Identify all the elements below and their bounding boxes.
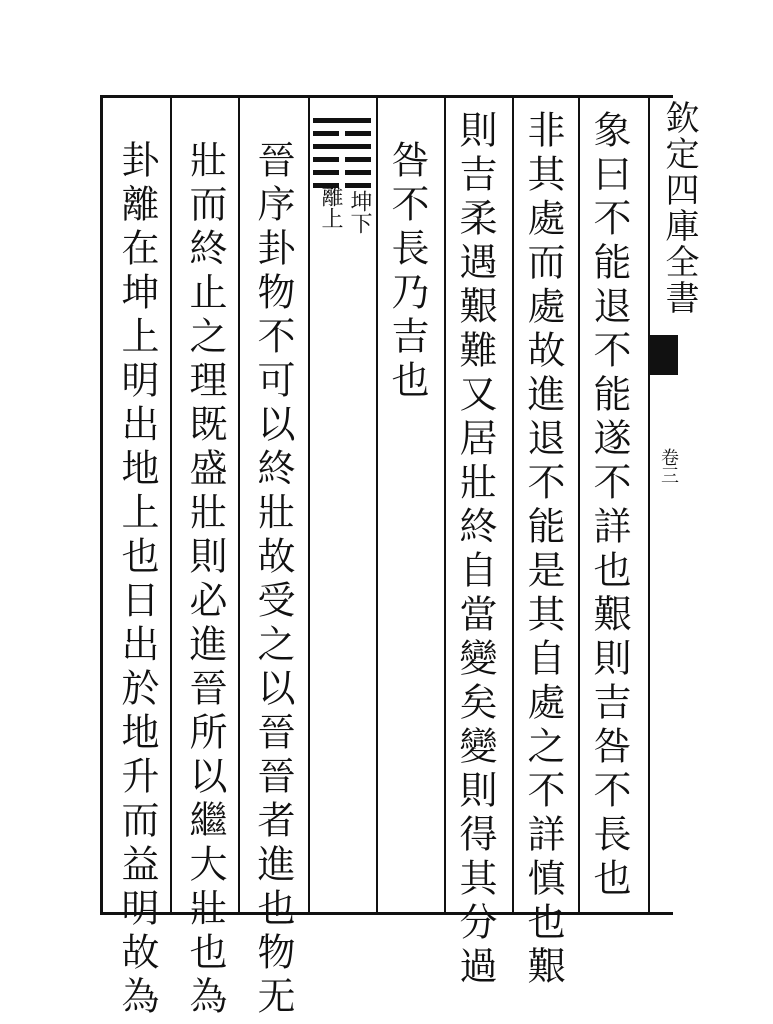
yin-line	[313, 131, 371, 136]
yang-line	[313, 144, 371, 149]
text-column: 象曰不能退不能遂不詳也艱則吉咎不長也	[587, 110, 631, 902]
margin-title: 欽定四庫全書	[659, 100, 699, 316]
text-column: 則吉柔遇艱難又居壯終自當變矣變則得其分過	[453, 110, 497, 990]
column-rule	[170, 95, 172, 915]
text-column: 咎不長乃吉也	[385, 140, 429, 404]
margin-juan: 卷三	[658, 448, 679, 484]
column-rule	[444, 95, 446, 915]
text-column: 卦離在坤上明出地上也日出於地升而益明故為	[115, 140, 159, 1020]
yin-line	[313, 170, 371, 175]
yin-line	[313, 157, 371, 162]
column-rule	[648, 95, 650, 915]
column-rule	[238, 95, 240, 915]
fishtail-mark	[648, 335, 678, 375]
column-rule	[376, 95, 378, 915]
text-column: 壯而終止之理既盛壯則必進晉所以繼大壯也為	[183, 140, 227, 1020]
column-rule	[512, 95, 514, 915]
text-column: 晉序卦物不可以終壯故受之以晉晉者進也物无	[251, 140, 295, 1020]
lower-trigram-label: 坤下	[347, 190, 372, 234]
text-column: 非其處而處故進退不能是其自處之不詳慎也艱	[521, 110, 565, 990]
upper-trigram-label: 離上	[318, 185, 343, 229]
column-rule	[578, 95, 580, 915]
column-rule	[308, 95, 310, 915]
yang-line	[313, 118, 371, 123]
